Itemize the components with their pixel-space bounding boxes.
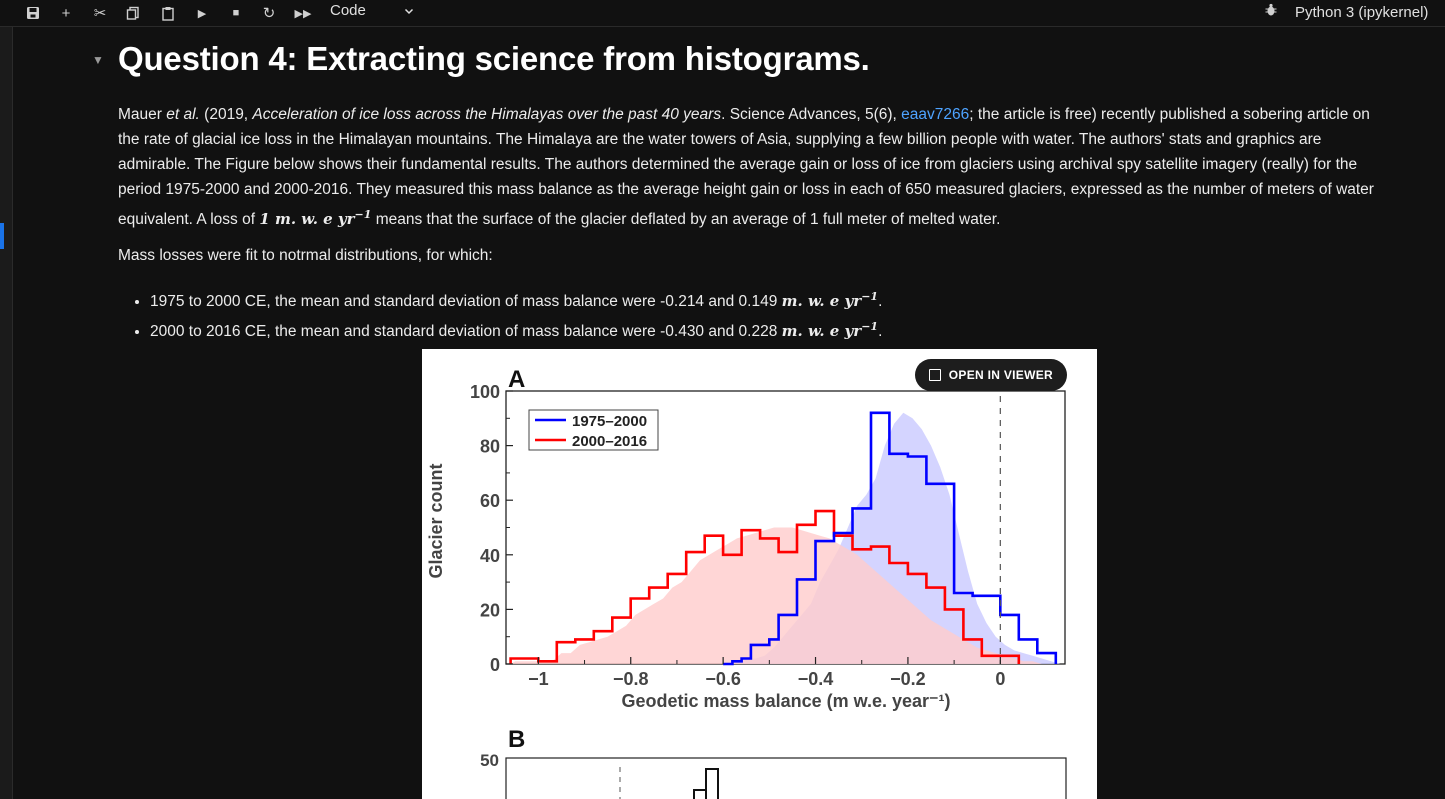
kernel-name: Python 3 (ipykernel) (1295, 3, 1429, 21)
journal-text: . Science Advances, 5(6), (721, 106, 902, 123)
active-cell-marker (0, 223, 4, 249)
list-item: • 2000 to 2016 CE, the mean and standard deviation of mass balance were -0.430 and 0.228 m. w. e $yr^{-1}$. (150, 314, 882, 344)
intro-paragraph (118, 102, 1390, 232)
chevron-down-icon[interactable] (404, 3, 414, 21)
panel-b-axes (506, 758, 1066, 799)
page-title: Question 4: Extracting science from histograms. (118, 40, 870, 77)
y-tick-label: 20 (479, 600, 500, 621)
run-icon[interactable]: ▶ (197, 7, 207, 20)
collapse-heading-icon[interactable]: ▼ (92, 53, 104, 67)
y-axis-label: Glacier count (426, 463, 446, 579)
x-tick-label: −0.2 (890, 669, 926, 689)
stop-icon[interactable]: ■ (232, 7, 240, 19)
x-axis-label: Geodetic mass balance (m w.e. year⁻¹) (621, 691, 951, 711)
distribution-paragraph: Mass losses were fit to notrmal distributions, for which: (118, 247, 493, 264)
add-cell-icon[interactable]: + (61, 4, 71, 22)
histogram-chart (422, 349, 1097, 799)
x-tick-label: −0.4 (797, 669, 834, 689)
list-item: • 1975 to 2000 CE, the mean and standard deviation of mass balance were -0.214 and 0.149 m. w. e $yr^{-1}$. (150, 284, 882, 314)
save-icon[interactable] (22, 3, 44, 23)
panel-b-label: B (508, 726, 526, 753)
paste-icon[interactable] (157, 3, 179, 23)
legend-label-1: 2000–2016 (572, 433, 648, 450)
y-tick-label: 80 (479, 436, 500, 457)
fast-forward-icon[interactable]: ▶▶ (294, 7, 312, 20)
y-tick-label: 60 (479, 491, 500, 512)
left-sidebar-strip (0, 27, 13, 799)
intro-text-end: means that the surface of the glacier deflated by an average of 1 full meter of melted water. (371, 211, 1001, 228)
x-tick-label: −1 (528, 669, 549, 689)
bug-icon (1265, 3, 1277, 21)
panel-a-label: A (508, 366, 526, 393)
etal-text: et al. (166, 106, 200, 123)
unit-math: 1 m. w. e $yr^{-1}$ (259, 208, 372, 228)
right-scroll-strip (1438, 27, 1445, 799)
open-in-viewer-button[interactable]: OPEN IN VIEWER (915, 359, 1067, 391)
intro-text: ; the article is free) recently published a sobering article on the rate of glacial ice loss in the Himalayan mountains. The Himalaya are the water towers of Asia, supplying a few billion people with water. The authors' stats and graphics are admirable. The Figure below shows their fundamental results. The authors determined the average gain or loss of ice from glaciers using archival spy satellite imagery (really) for the period 1975-2000 and 2000-2016. They measured this mass balance as the average height gain or loss in each of 650 measured glaciers, expressed as the number of meters of water equivalent. A loss of (118, 106, 1374, 228)
y-tick-label: 40 (479, 545, 500, 566)
x-tick-label: −0.6 (705, 669, 741, 689)
legend-label-0: 1975–2000 (572, 413, 648, 430)
author-text: Mauer (118, 106, 167, 123)
copy-icon[interactable] (122, 3, 144, 23)
kernel-indicator[interactable] (1265, 3, 1428, 21)
article-link[interactable]: eaav7266 (901, 106, 970, 123)
notebook-toolbar (0, 0, 1445, 27)
stats-list (118, 284, 882, 344)
figure-image (422, 349, 1097, 799)
x-tick-label: −0.8 (612, 669, 649, 689)
restart-icon[interactable]: ↻ (262, 5, 276, 22)
cut-icon[interactable]: ✂ (93, 5, 107, 22)
cell-type-select[interactable]: Code (330, 2, 366, 19)
year-text: (2019, (199, 106, 253, 123)
y-tick-label: 100 (469, 382, 500, 402)
external-link-icon (929, 369, 941, 381)
article-title: Acceleration of ice loss across the Himalayas over the past 40 years (252, 106, 722, 123)
panel-b-bars (694, 769, 718, 799)
y-tick-label: 0 (489, 655, 500, 675)
panel-b-tick: 50 (480, 751, 499, 770)
x-tick-label: 0 (995, 669, 1006, 689)
